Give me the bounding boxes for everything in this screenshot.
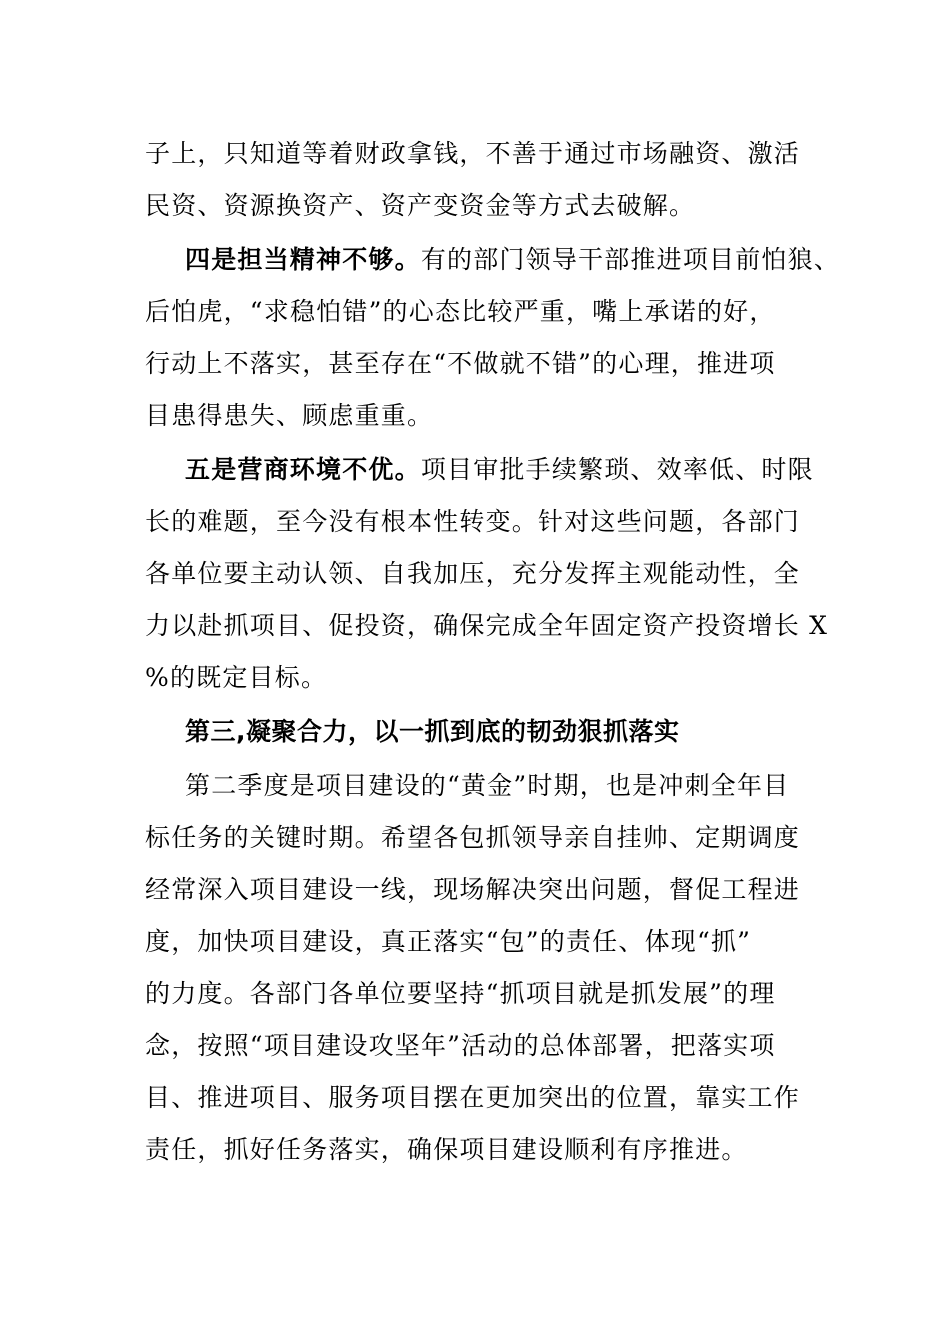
text-line: 目、推进项目、服务项目摆在更加突出的位置，靠实工作 — [145, 1083, 801, 1112]
paragraph-final — [145, 760, 810, 1176]
text-line — [145, 444, 814, 496]
text-line: 标任务的关键时期。希望各包抓领导亲自挂帅、定期调度 — [145, 823, 801, 852]
text-line: 经常深入项目建设一线，现场解决突出问题，督促工程进 — [145, 875, 801, 904]
point-five-first-line: 项目审批手续繁琐、效率低、时限 — [420, 455, 814, 484]
text-line: 长的难题，至今没有根本性转变。针对这些问题，各部门 — [145, 507, 801, 536]
text-line: 度，加快项目建设，真正落实“包”的责任、体现“抓” — [145, 927, 752, 956]
text-line: 力以赴抓项目、促投资，确保完成全年固定资产投资增长 X — [145, 611, 829, 640]
paragraph-continuation — [145, 128, 810, 232]
text-line: 目患得患失、顾虑重重。 — [145, 401, 434, 430]
text-line: 的力度。各部门各单位要坚持“抓项目就是抓发展”的理 — [145, 979, 776, 1008]
text-line: 后怕虎，“求稳怕错”的心态比较严重，嘴上承诺的好， — [145, 297, 776, 326]
point-five-lead: 五是营商环境不优。 — [185, 455, 421, 484]
text-line — [145, 234, 841, 286]
text-line: %的既定目标。 — [145, 663, 328, 692]
paragraph-point-five — [145, 444, 829, 704]
text-line: 民资、资源换资产、资产变资金等方式去破解。 — [145, 191, 696, 220]
text-line: 责任，抓好任务落实，确保项目建设顺利有序推进。 — [145, 1135, 748, 1164]
text-line: 子上，只知道等着财政拿钱，不善于通过市场融资、激活 — [145, 139, 801, 168]
paragraph-point-four — [145, 234, 841, 442]
section-heading: 第三,凝聚合力，以一抓到底的韧劲狠抓落实 — [185, 717, 680, 746]
text-line: 第二季度是项目建设的“黄金”时期，也是冲刺全年目 — [185, 771, 790, 800]
text-line: 各单位要主动认领、自我加压，充分发挥主观能动性，全 — [145, 559, 801, 588]
text-line: 行动上不落实，甚至存在“不做就不错”的心理，推进项 — [145, 349, 776, 378]
point-four-lead: 四是担当精神不够。 — [185, 245, 421, 274]
point-four-first-line: 有的部门领导干部推进项目前怕狼、 — [420, 245, 841, 274]
text-line: 念，按照“项目建设攻坚年”活动的总体部署，把落实项 — [145, 1031, 776, 1060]
document-body — [145, 128, 841, 1176]
